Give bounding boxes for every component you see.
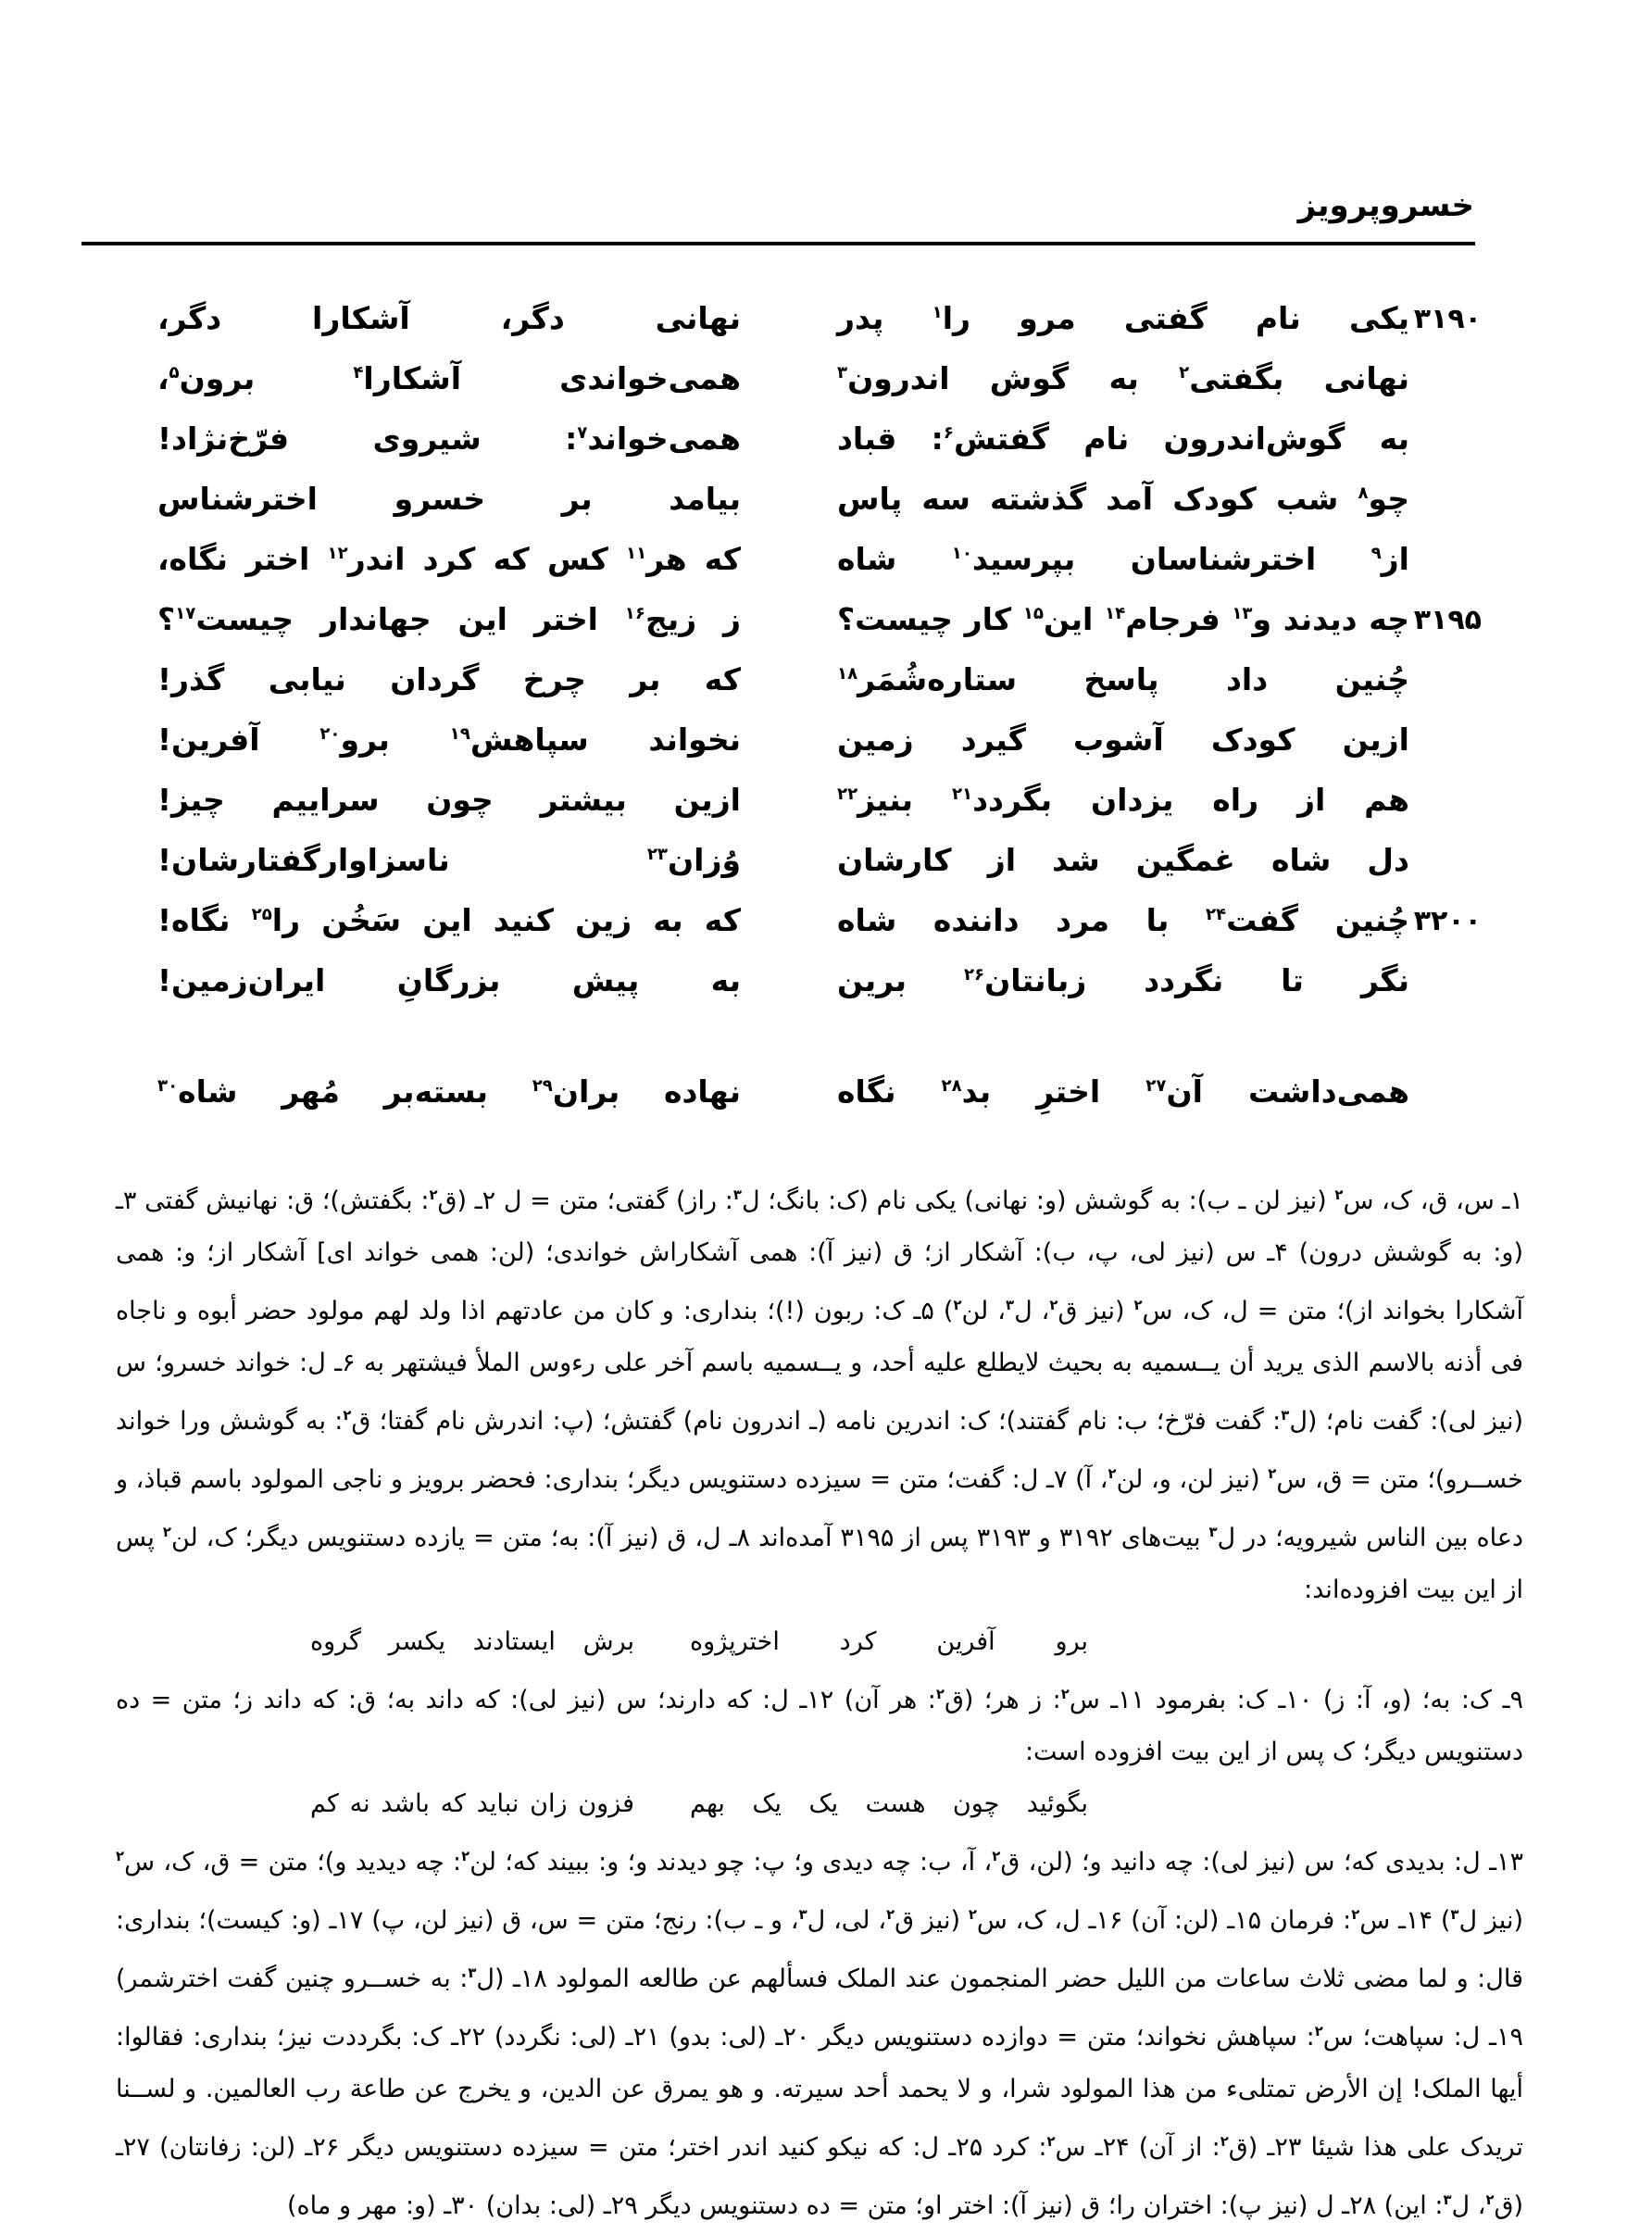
footnote-ref: ۱۱ bbox=[626, 544, 647, 564]
footnote-ref: ۲ bbox=[1485, 2191, 1495, 2208]
hemistich-right: نگر تا نگردد زبانتان$^{۲۶}$ برین bbox=[837, 962, 1409, 999]
hemistich-left: همی‌خواند$^۷$: شیروی فرّخ‌نژاد! bbox=[157, 420, 741, 458]
hemistich-right: به گوش‌اندرون نام گفتش$^۶$: قباد bbox=[837, 420, 1409, 458]
footnote-ref: ۲ bbox=[1314, 2023, 1323, 2039]
hemistich-right: ازین کودک آشوب گیرد زمین bbox=[837, 722, 1409, 759]
footnote-ref: ۳۰ bbox=[157, 1076, 179, 1097]
verse-number: ۳۱۹۰ bbox=[1413, 303, 1482, 335]
critical-apparatus bbox=[116, 1169, 1523, 2232]
verse-row bbox=[157, 590, 1482, 650]
footnote-ref: ۷ bbox=[577, 423, 588, 444]
running-head-title: خسروپرویز bbox=[1297, 187, 1474, 224]
verse-row bbox=[157, 951, 1482, 1011]
footnote-ref: ۲۴ bbox=[1205, 905, 1227, 925]
added-verse-right: بگوئید چون هست یک یک بهم bbox=[690, 1789, 1088, 1818]
hemistich-left: که بر چرخ گردان نیابی گذر! bbox=[157, 661, 741, 698]
hemistich-left: نخواند سپاهش$^{۱۹}$ برو$^{۲۰}$ آفرین! bbox=[157, 722, 742, 759]
footnote-ref: ۴ bbox=[353, 363, 364, 383]
footnote-ref: ۲ bbox=[1334, 1186, 1344, 1203]
hemistich-right: یکی نام گفتی مرو را$^۱$ پدر bbox=[837, 300, 1409, 337]
footnote-ref: ۲ bbox=[1133, 1297, 1143, 1313]
footnote-ref: ۱۴ bbox=[1105, 604, 1126, 624]
hemistich-left: ازین بیشتر چون سراییم چیز! bbox=[157, 782, 741, 819]
footnote-ref: ۲ bbox=[935, 1686, 945, 1702]
hemistich-left: بیامد بر خسرو اخترشناس bbox=[157, 481, 741, 518]
hemistich-right: دل شاه غمگین شد از کارشان bbox=[837, 842, 1409, 879]
hemistich-right: همی‌داشت آن$^{۲۷}$ اخترِ بد$^{۲۸}$ نگاه bbox=[837, 1073, 1409, 1111]
hemistich-right: چو$^۸$ شب کودک آمد گذشته سه پاس bbox=[837, 481, 1409, 518]
hemistich-right: چه دیدند و$^{۱۳}$ فرجام$^{۱۴}$ این$^{۱۵}$ کار چیست؟ bbox=[837, 601, 1409, 638]
verse-row bbox=[157, 891, 1482, 951]
hemistich-left: که هر$^{۱۱}$ کس که کرد اندر$^{۱۲}$ اختر نگاه، bbox=[157, 541, 742, 578]
apparatus-note: ۱۳ـ ل: بدیدی که؛ س (نیز لی): چه دانید و؛ (لن، ق$^۲$، آ، ب: چه دیدی و؛ پ: چو دیدند و؛ و: ببیند که؛ لن$^۲$: چه دیدید و)؛ متن = ق، ک، س$^۲$ (نیز ل$^۳$) ۱۴ـ س$^۲$: فرمان ۱۵ـ (لن: آن) ۱۶ـ ل، ک، س$^۲$ (نیز ق$^۲$، لی، ل$^۳$، و ـ ب): رنج؛ متن = س، ق (نیز لن، پ) ۱۷ـ (و: کیست)؛ بنداری: قال: و لما مضی ثلاث ساعات من اللیل حضر المنجمون عند الملک فسألهم عن طالعه المولود ۱۸ـ (ل$^۳$: به خســرو چنین گفت اخترشمر) ۱۹ـ ل: سپاهت؛ س$^۲$: سپاهش نخواند؛ متن = دوازده دستنویس دیگر ۲۰ـ (لی: بدو) ۲۱ـ (لی: نگردد) ۲۲ـ ک: بگرددت نیز؛ بنداری: فقالوا: أیها الملک! إن الأرض تمتلیء من هذا المولود شرا، و لا یحمد أحد سیرته. و هو یمرق عن الدین، و یخرج عن طاعة رب العالمین. و لســنا تریدک علی هذا شیئا ۲۳ـ (ق$^۲$: از آن) ۲۴ـ س$^۲$: کرد ۲۵ـ ل: که نیکو کنید اندر اختر؛ متن = سیزده دستنویس دیگر ۲۶ـ (لن: زفانتان) ۲۷ـ (ق$^۲$، ل$^۳$: این) ۲۸ـ ل (نیز پ): اختران را؛ ق (نیز آ): اختر او؛ متن = ده دستنویس دیگر ۲۹ـ (لی: بدان) ۳۰ـ (و: مهر و ماه) bbox=[116, 1848, 1523, 2220]
verse-row bbox=[157, 409, 1482, 470]
footnote-ref: ۲ bbox=[1220, 2133, 1229, 2150]
footnote-ref: ۲۹ bbox=[532, 1076, 553, 1097]
footnote-ref: ۲ bbox=[343, 1407, 352, 1424]
footnote-ref: ۲ bbox=[992, 1848, 1001, 1864]
footnote-ref: ۲ bbox=[1108, 1465, 1117, 1482]
poem-block bbox=[157, 289, 1482, 1123]
footnote-ref: ۲ bbox=[461, 1848, 470, 1864]
footnote-ref: ۳ bbox=[798, 1906, 807, 1923]
footnote-ref: ۱۶ bbox=[624, 604, 645, 624]
verse-row bbox=[157, 650, 1482, 710]
footnote-ref: ۲۵ bbox=[251, 905, 272, 925]
hemistich-right: چُنین داد پاسخ ستاره‌شُمَر$^{۱۸}$ bbox=[837, 661, 1409, 698]
footnote-ref: ۳ bbox=[1450, 1906, 1459, 1923]
footnote-ref: ۱۰ bbox=[951, 544, 972, 564]
footnote-ref: ۲۲ bbox=[837, 784, 858, 805]
footnote-ref: ۲ bbox=[953, 1297, 962, 1313]
verse-row bbox=[157, 1062, 1482, 1123]
hemistich-left: همی‌خواندی آشکارا$^۴$ برون$^۵$، bbox=[157, 360, 741, 397]
added-verse-left: برش ایستادند یکسر گروه bbox=[310, 1627, 634, 1656]
footnote-ref: ۲۷ bbox=[1145, 1076, 1167, 1097]
footnote-ref: ۳ bbox=[1006, 1297, 1015, 1313]
footnote-ref: ۳ bbox=[1208, 1524, 1218, 1540]
footnote-ref: ۲ bbox=[1268, 1465, 1277, 1482]
footnote-ref: ۲ bbox=[429, 1186, 438, 1203]
added-verse-right: برو آفرین کرد اخترپژوه bbox=[690, 1627, 1088, 1656]
header-rule bbox=[81, 242, 1475, 245]
added-verse-left: فزون زان نباید که باشد نه کم bbox=[310, 1789, 634, 1818]
footnote-ref: ۱۳ bbox=[1232, 604, 1253, 624]
footnote-ref: ۲ bbox=[968, 1906, 977, 1923]
footnote-ref: ۶ bbox=[943, 423, 954, 444]
footnote-ref: ۱ bbox=[932, 303, 943, 323]
apparatus-added-verse bbox=[116, 1778, 1523, 1830]
footnote-ref: ۲۰ bbox=[319, 724, 341, 745]
footnote-ref: ۹ bbox=[1370, 544, 1382, 564]
footnote-ref: ۱۸ bbox=[837, 664, 858, 684]
footnote-ref: ۲ bbox=[1351, 1906, 1360, 1923]
footnote-ref: ۲ bbox=[116, 1848, 125, 1864]
footnote-ref: ۲ bbox=[162, 1524, 171, 1540]
verse-row bbox=[157, 289, 1482, 349]
verse-row bbox=[157, 771, 1482, 831]
verse-row bbox=[157, 530, 1482, 590]
footnote-ref: ۳ bbox=[732, 1186, 742, 1203]
hemistich-right: نهانی بگفتی$^۲$ به گوش اندرون$^۳$ bbox=[837, 360, 1409, 397]
hemistich-left: ز زیج$^{۱۶}$ اختر این جهاندار چیست$^{۱۷}$؟ bbox=[157, 601, 741, 638]
verse-number: ۳۱۹۵ bbox=[1413, 604, 1482, 636]
footnote-ref: ۳ bbox=[837, 363, 848, 383]
footnote-ref: ۳ bbox=[1281, 1407, 1290, 1424]
hemistich-left: وُزان$^{۲۳}$ ناسزاوارگفتارشان! bbox=[157, 842, 741, 879]
verse-number: ۳۲۰۰ bbox=[1413, 905, 1482, 937]
footnote-ref: ۲ bbox=[1060, 1686, 1070, 1702]
hemistich-left: به پیش بزرگانِ ایران‌زمین! bbox=[157, 962, 741, 999]
footnote-ref: ۳ bbox=[1443, 2191, 1452, 2208]
apparatus-added-verse bbox=[116, 1616, 1523, 1668]
verse-row bbox=[157, 831, 1482, 891]
hemistich-right: از$^۹$ اخترشناسان بپرسید$^{۱۰}$ شاه bbox=[837, 541, 1409, 578]
footnote-ref: ۲ bbox=[1046, 2133, 1056, 2150]
footnote-ref: ۱۵ bbox=[1022, 604, 1044, 624]
footnote-ref: ۱۹ bbox=[449, 724, 470, 745]
hemistich-right: چُنین گفت$^{۲۴}$ با مرد داننده شاه bbox=[837, 902, 1409, 939]
apparatus-note: ۹ـ ک: به؛ (و، آ: ز) ۱۰ـ ک: بفرمود ۱۱ـ س$^۲$: ز هر؛ (ق$^۲$: هر آن) ۱۲ـ ل: که دارند؛ س (نیز لی): که داند به؛ ق: که داند ز؛ متن = ده دستنویس دیگر؛ ک پس از این بیت افزوده است: bbox=[116, 1686, 1523, 1766]
verse-row bbox=[157, 710, 1482, 771]
verse-row bbox=[157, 470, 1482, 530]
footnote-ref: ۲ bbox=[1179, 363, 1190, 383]
footnote-ref: ۲۳ bbox=[646, 845, 668, 865]
footnote-ref: ۸ bbox=[1358, 483, 1369, 504]
footnote-ref: ۲ bbox=[886, 1906, 895, 1923]
footnote-ref: ۲۱ bbox=[951, 784, 973, 805]
footnote-ref: ۲۶ bbox=[963, 965, 985, 985]
footnote-ref: ۲ bbox=[1049, 1297, 1058, 1313]
footnote-ref: ۲۸ bbox=[941, 1076, 962, 1097]
footnote-ref: ۱۲ bbox=[327, 544, 348, 564]
footnote-ref: ۵ bbox=[169, 363, 180, 383]
hemistich-left: که به زین کنید این سَخُن را$^{۲۵}$ نگاه! bbox=[157, 902, 741, 939]
footnote-ref: ۱۷ bbox=[175, 604, 196, 624]
apparatus-note: ۱ـ س، ق، ک، س$^۲$ (نیز لن‌ ـ ب): به گوشش (و: نهانی) یکی نام (ک: بانگ؛ ل$^۳$: راز) گفتی؛ متن = ل ۲ـ (ق$^۲$: بگفتش)؛ ق: نهانیش گفتی ۳ـ (و: به گوشش درون) ۴ـ س (نیز لی، پ، ب): آشکار از؛ ق (نیز آ): همی آشکاراش خواندی؛ (لن: همی خواند ای] آشکار از؛ و: همی آشکارا بخواند از)؛ متن = ل، ک، س$^۲$ (نیز ق$^۲$، ل$^۳$، لن$^۲$) ۵ـ ک: ربون (!)؛ بنداری: و کان من عادتهم اذا ولد لهم مولود حضر أبوه و ناجاه فی أذنه بالاسم الذی یرید أن یــسمیه به بحیث لایطلع علیه أحد، و یــسمیه باسم آخر علی رءوس الملأ فیشتهر به ۶ـ ل: خواند خسرو؛ س (نیز لی): گفت نام؛ (ل$^۳$: گفت فرّخ؛ ب: نام گفتند)؛ ک: اندرین نامه (ـ اندرون نام) گفتش؛ (پ: اندرش نام گفتا؛ ق$^۲$: به گوشش ورا خواند خســرو)؛ متن = ق، س$^۲$ (نیز لن، و، لن$^۲$، آ) ۷ـ ل: گفت؛ متن = سیزده دستنویس دیگر؛ بنداری: فحضر برویز و ناجی المولود باسم قباذ، و دعاه بین الناس شیرویه؛ در ل$^۳$ بیت‌های ۳۱۹۲ و ۳۱۹۳ پس از ۳۱۹۵ آمده‌اند ۸ـ ل، ق (نیز آ): به؛ متن = یازده دستنویس دیگر؛ ک، لن$^۲$ پس از این بیت افزوده‌اند: bbox=[116, 1186, 1523, 1604]
hemistich-right: هم از راه یزدان بگردد$^{۲۱}$ بنیز$^{۲۲}$ bbox=[837, 782, 1409, 819]
verse-row bbox=[157, 349, 1482, 409]
footnote-ref: ۳ bbox=[468, 1964, 477, 1981]
hemistich-left: نهانی دگر، آشکارا دگر، bbox=[157, 300, 741, 337]
hemistich-left: نهاده بران$^{۲۹}$ بسته‌بر مُهر شاه$^{۳۰}$ bbox=[157, 1073, 741, 1111]
